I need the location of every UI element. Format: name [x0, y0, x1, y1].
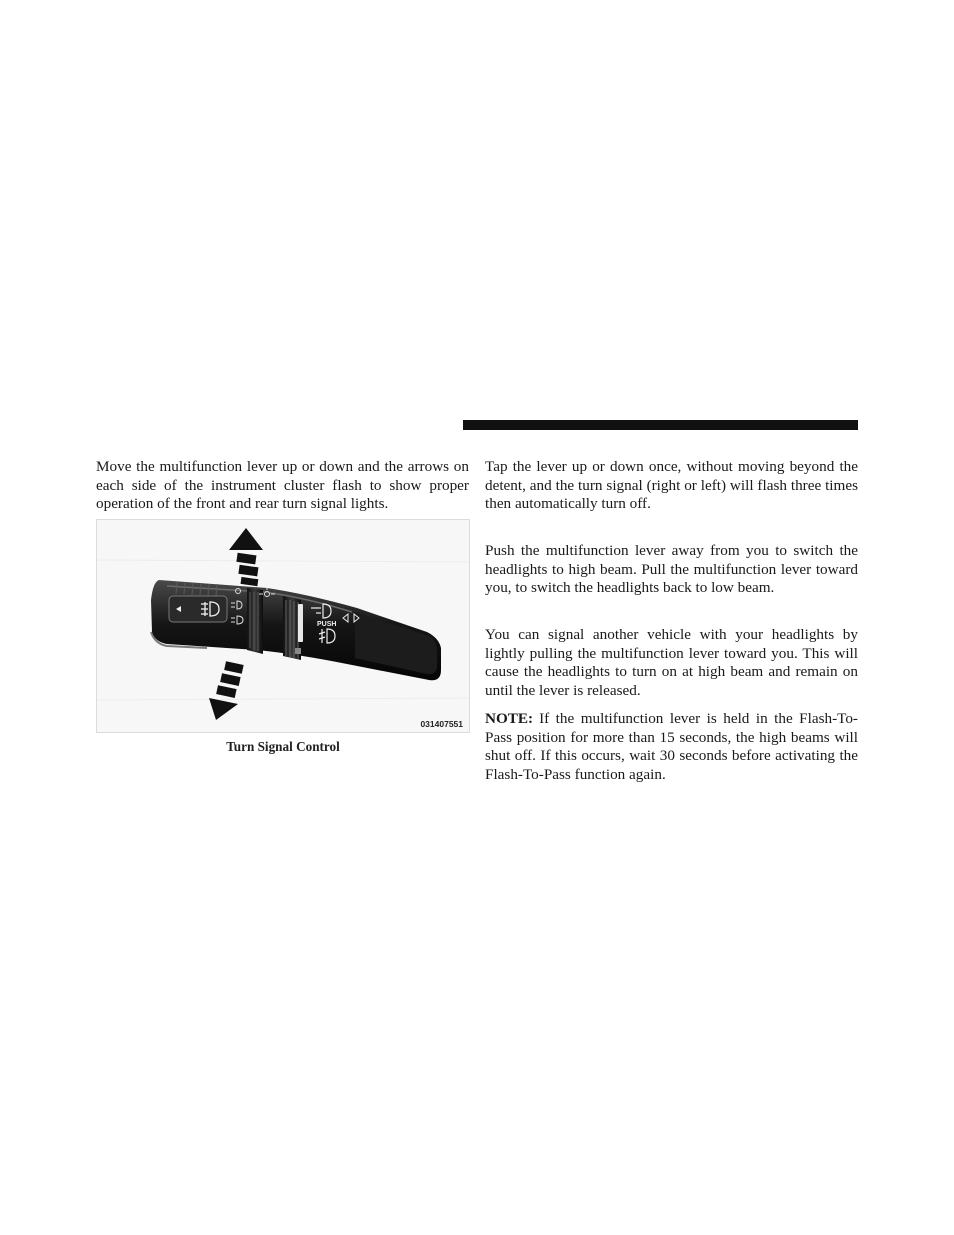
note-text: If the multifunction lever is held in the Flash-To-Pass position for more than 15 seconds, the high beams will shut off. If this occurs, wait 30 seconds before activating the Flash-To-Pass function again.	[485, 710, 858, 783]
turn-signal-intro-paragraph: Move the multifunction lever up or down and the arrows on each side of the instrument cluster flash to show proper operation of the front and rear turn signal lights.	[96, 458, 469, 513]
note-label: NOTE:	[485, 710, 534, 727]
dimmer-indicator	[298, 604, 303, 642]
figure-caption: Turn Signal Control	[226, 739, 340, 754]
section-divider-bar	[463, 420, 858, 430]
high-beam-paragraph: Push the multifunction lever away from you to switch the headlights to high beam. Pull the multifunction lever toward you, to switch the headlights back to low beam.	[485, 542, 858, 597]
lane-change-paragraph: Tap the lever up or down once, without moving beyond the detent, and the turn signal (right or left) will flash three times then automatically turn off.	[485, 458, 858, 513]
push-label: PUSH	[317, 621, 337, 628]
figure-code: 031407551	[420, 719, 463, 729]
headlight-rotary-ring	[247, 588, 263, 654]
dimmer-knob	[295, 648, 301, 654]
multifunction-lever-illustration	[97, 520, 470, 733]
note-paragraph	[485, 710, 858, 784]
turn-signal-control-figure	[96, 519, 470, 733]
flash-to-pass-paragraph: You can signal another vehicle with your headlights by lightly pulling the multifunction lever toward you. This will cause the headlights to turn on at high beam and remain on until the lever is released.	[485, 626, 858, 699]
